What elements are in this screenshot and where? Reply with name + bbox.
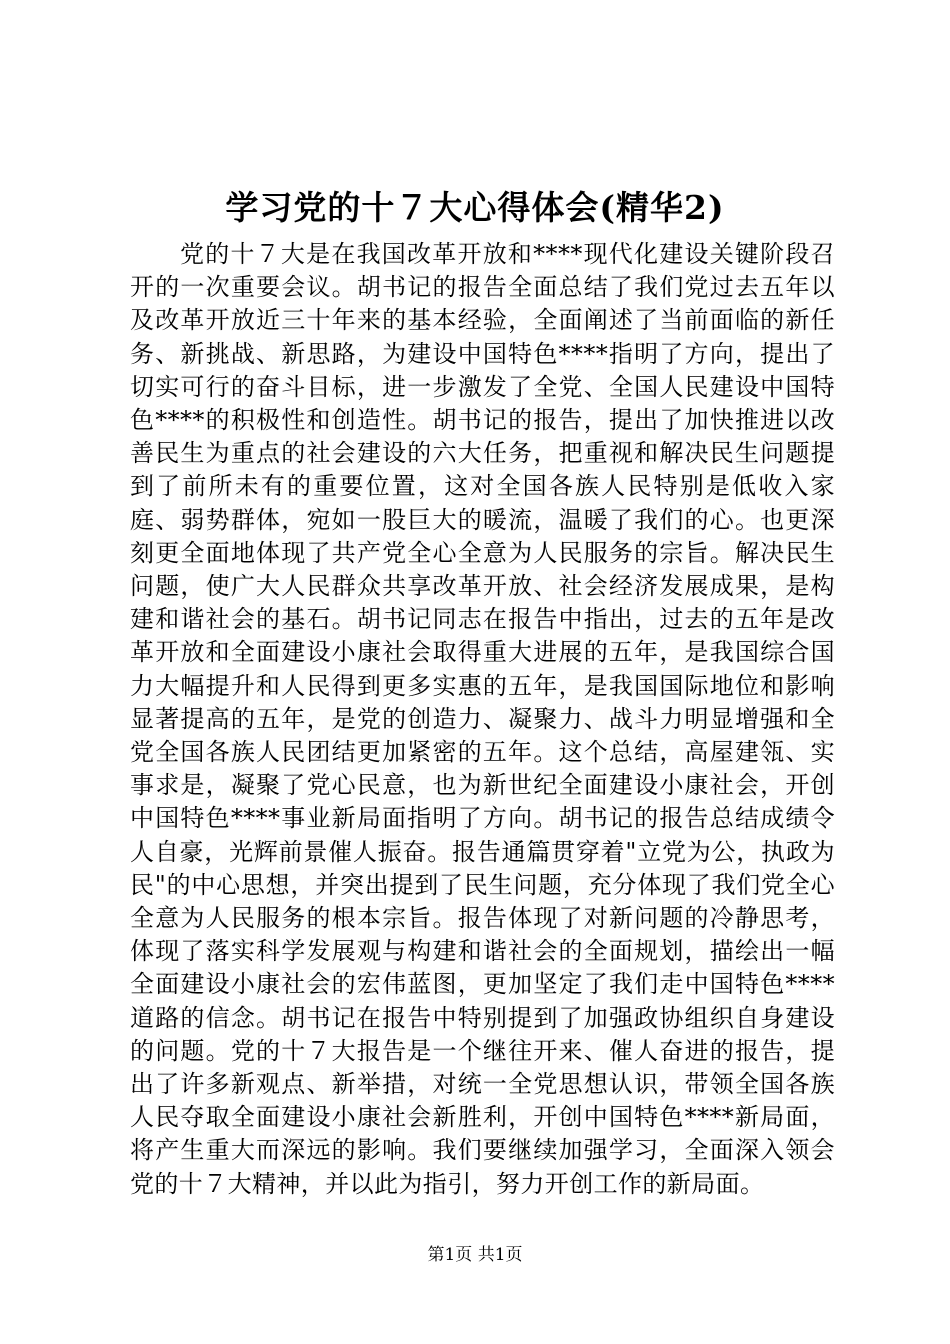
document-title: 学习党的十７大心得体会(精华2) [225, 188, 725, 227]
page-footer: 第1页 共1页 [427, 1245, 523, 1265]
document-body-paragraph: 党的十７大是在我国改革开放和****现代化建设关键阶段召开的一次重要会议。胡书记的报告全面总结了我们党过去五年以及改革开放近三十年来的基本经验，全面阐述了当前面临的新任务、新挑战、新思路，为建设中国特色****指明了方向，提出了切实可行的奋斗目标，进一步激发了全党、全国人民建设中国特色****的积极性和创造性。胡书记的报告，提出了加快推进以改善民生为重点的社会建设的六大任务，把重视和解决民生问题提到了前所未有的重要位置，这对全国各族人民特别是低收入家庭、弱势群体，宛如一股巨大的暖流，温暖了我们的心。也更深刻更全面地体现了共产党全心全意为人民服务的宗旨。解决民生问题，使广大人民群众共享改革开放、社会经济发展成果，是构建和谐社会的基石。胡书记同志在报告中指出，过去的五年是改革开放和全面建设小康社会取得重大进展的五年，是我国综合国力大幅提升和人民得到更多实惠的五年，是我国国际地位和影响显著提高的五年，是党的创造力、凝聚力、战斗力明显增强和全党全国各族人民团结更加紧密的五年。这个总结，高屋建瓴、实事求是，凝聚了党心民意，也为新世纪全面建设小康社会，开创中国特色****事业新局面指明了方向。胡书记的报告总结成绩令人自豪，光辉前景催人振奋。报告通篇贯穿着"立党为公，执政为民"的中心思想，并突出提到了民生问题，充分体现了我们党全心全意为人民服务的根本宗旨。报告体现了对新问题的冷静思考，体现了落实科学发展观与构建和谐社会的全面规划，描绘出一幅全面建设小康社会的宏伟蓝图，更加坚定了我们走中国特色****道路的信念。胡书记在报告中特别提到了加强政协组织自身建设的问题。党的十７大报告是一个继往开来、催人奋进的报告，提出了许多新观点、新举措，对统一全党思想认识，带领全国各族人民夺取全面建设小康社会新胜利，开创中国特色****新局面，将产生重大而深远的影响。我们要继续加强学习，全面深入领会党的十７大精神，并以此为指引，努力开创工作的新局面。 [130, 240, 835, 1198]
